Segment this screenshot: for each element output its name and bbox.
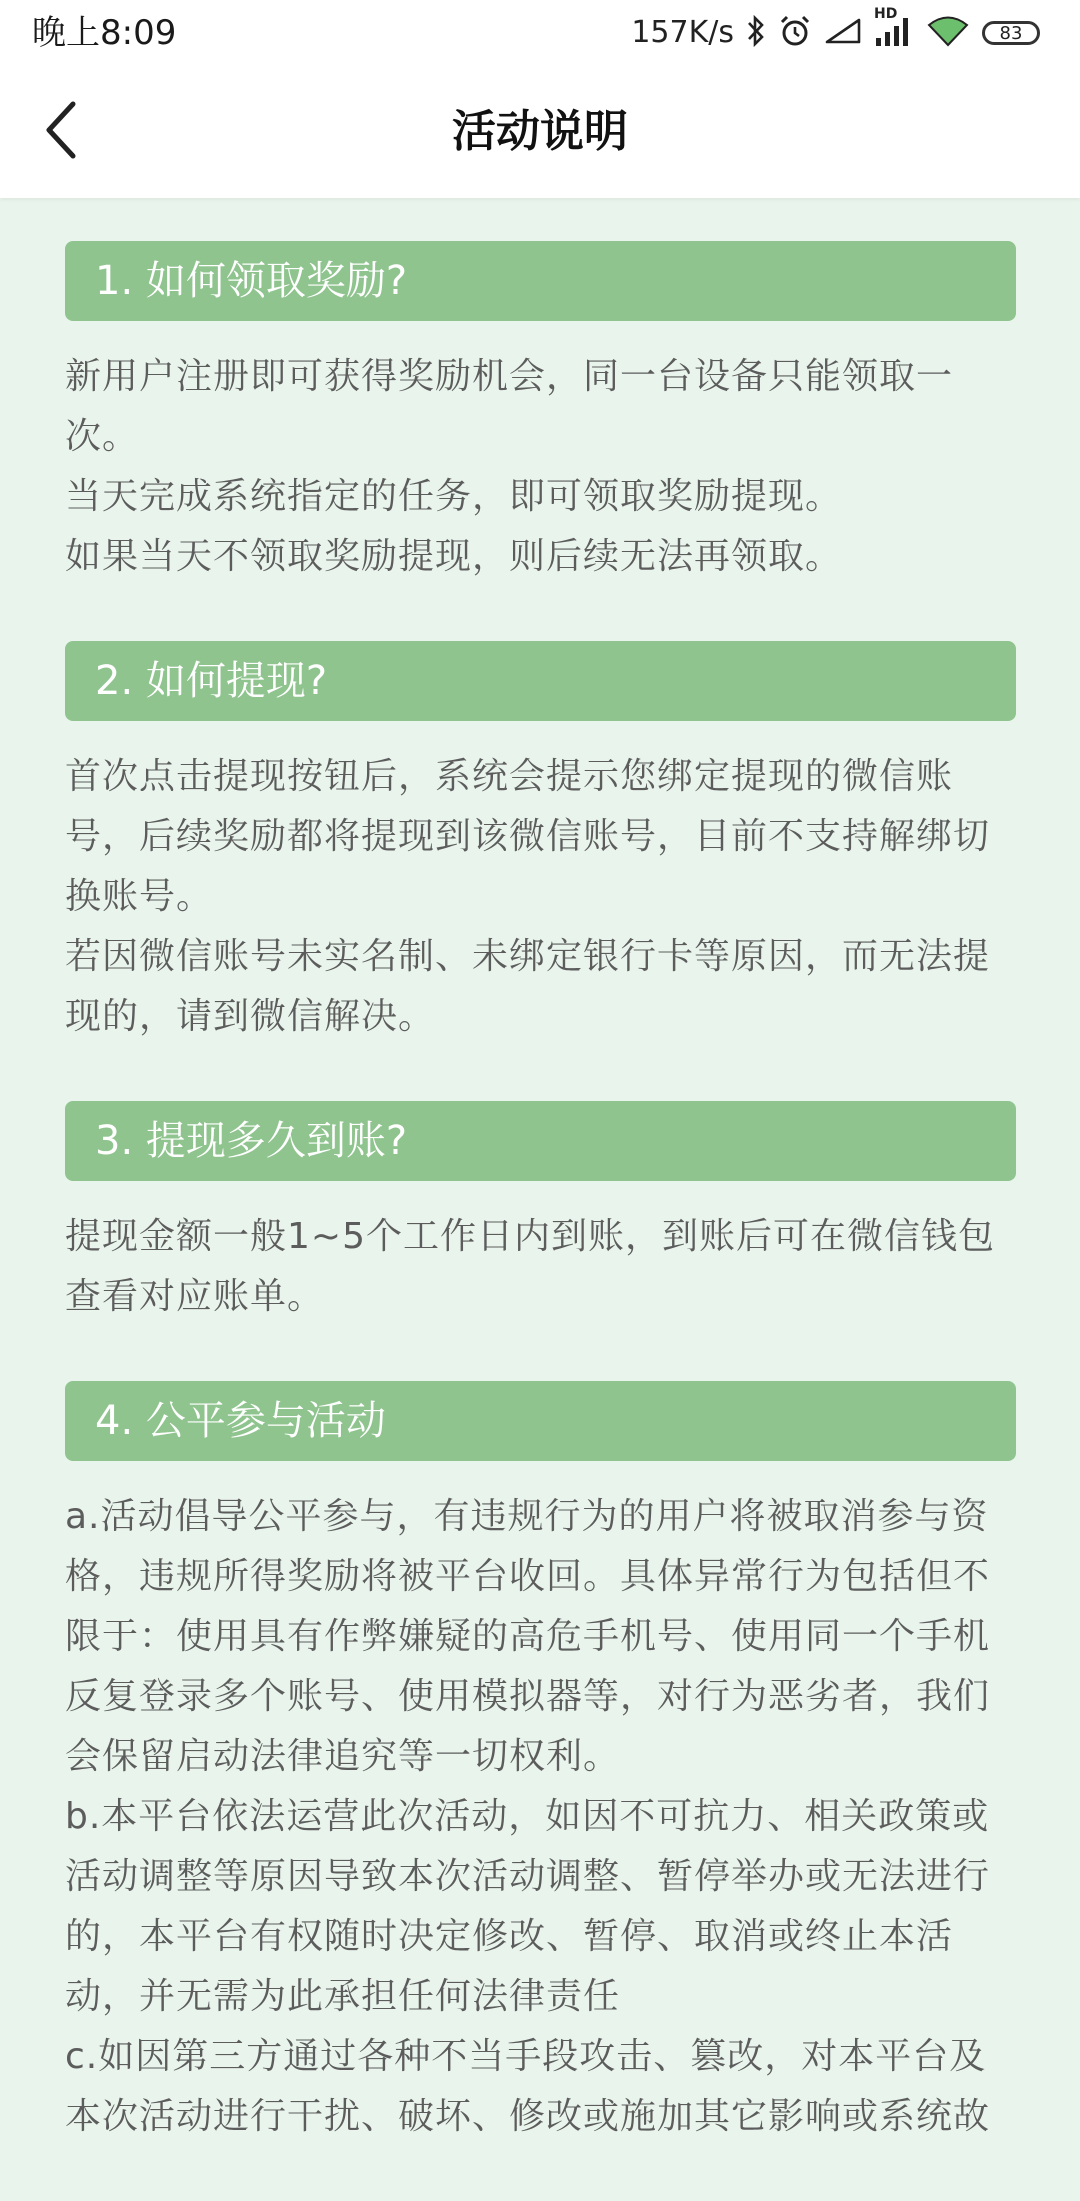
network-speed: 157K/s	[631, 15, 734, 50]
section-header: 3. 提现多久到账?	[65, 1101, 1016, 1181]
wifi-icon	[926, 14, 970, 52]
paragraph: 首次点击提现按钮后，系统会提示您绑定提现的微信账号，后续奖励都将提现到该微信账号，目前不支持解绑切换账号。	[65, 756, 991, 917]
section-withdraw	[65, 641, 1016, 1047]
section-body	[65, 1207, 1016, 1327]
section-body	[65, 747, 1016, 1047]
signal-empty-icon	[824, 17, 862, 49]
paragraph: a.活动倡导公平参与，有违规行为的用户将被取消参与资格，违规所得奖励将被平台收回。具体异常行为包括但不限于：使用具有作弊嫌疑的高危手机号、使用同一个手机反复登录多个账号、使用模拟器等，对行为恶劣者，我们会保留启动法律追究等一切权利。	[65, 1496, 991, 1777]
alarm-icon	[778, 14, 812, 52]
bluetooth-icon	[746, 15, 766, 51]
section-claim-reward	[65, 241, 1016, 587]
section-arrival-time	[65, 1101, 1016, 1327]
paragraph: b.本平台依法运营此次活动，如因不可抗力、相关政策或活动调整等原因导致本次活动调整、暂停举办或无法进行的，本平台有权随时决定修改、暂停、取消或终止本活动，并无需为此承担任何法律责任	[65, 1796, 991, 2017]
paragraph: 如果当天不领取奖励提现，则后续无法再领取。	[65, 536, 843, 577]
hd-signal-icon	[874, 6, 914, 52]
paragraph: 新用户注册即可获得奖励机会，同一台设备只能领取一次。	[65, 356, 954, 457]
page-title: 活动说明	[452, 106, 628, 157]
battery-level: 83	[999, 22, 1023, 44]
hd-label: HD	[874, 6, 898, 22]
status-time: 晚上8:09	[32, 13, 177, 53]
section-fair-play	[65, 1381, 1016, 2147]
section-header: 1. 如何领取奖励?	[65, 241, 1016, 321]
app-bar	[0, 66, 1080, 198]
paragraph: 当天完成系统指定的任务，即可领取奖励提现。	[65, 476, 843, 517]
battery-icon	[982, 21, 1040, 45]
paragraph: 提现金额一般1~5个工作日内到账，到账后可在微信钱包查看对应账单。	[65, 1216, 995, 1317]
status-icons	[631, 6, 1040, 56]
paragraph: 若因微信账号未实名制、未绑定银行卡等原因，而无法提现的，请到微信解决。	[65, 936, 991, 1037]
section-header: 4. 公平参与活动	[65, 1381, 1016, 1461]
content-area	[65, 241, 1016, 2201]
section-body	[65, 347, 1016, 587]
section-header: 2. 如何提现?	[65, 641, 1016, 721]
paragraph: c.如因第三方通过各种不当手段攻击、篡改，对本平台及本次活动进行干扰、破坏、修改或施加其它影响或系统故	[65, 2036, 991, 2137]
section-body	[65, 1487, 1016, 2147]
status-bar	[0, 0, 1080, 66]
